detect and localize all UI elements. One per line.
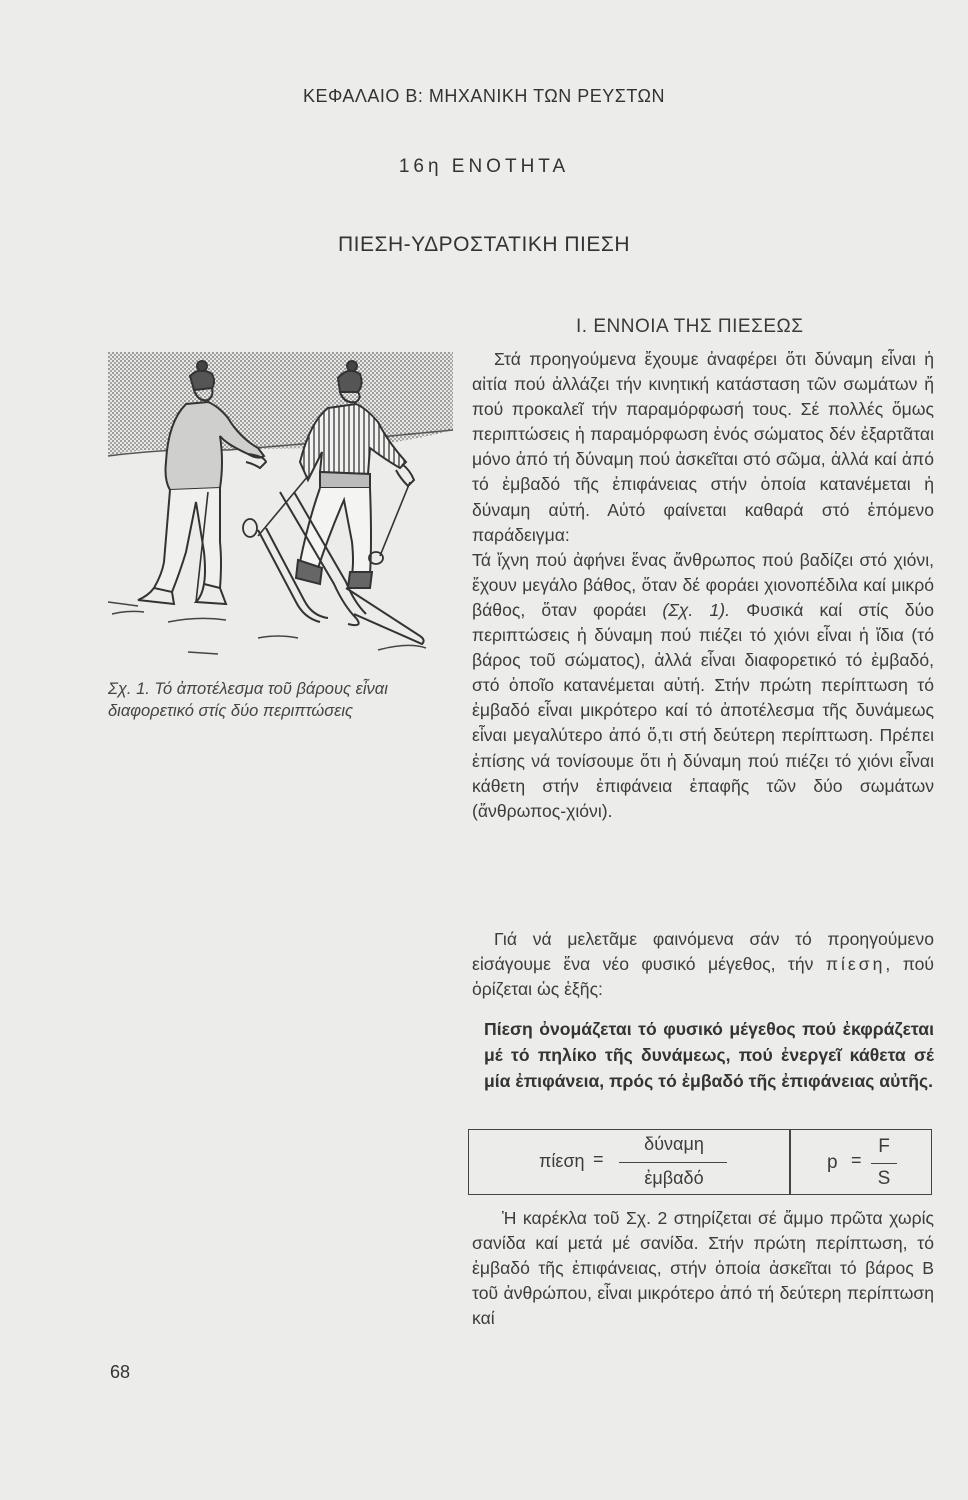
paragraph-2-text-a: Τά ἴχνη πού ἀφήνει ἕνας ἄνθρωπος πού βαδίζει στό χιόνι, ἔχουν μεγάλο βάθος, ὅταν δέ φοράει χιονοπέδιλα καί μικρό βάθος, ὅταν φοράει <box>472 549 934 620</box>
pressure-formula-box <box>468 1129 932 1195</box>
formula-symbol-denominator: S <box>877 1168 891 1189</box>
pressure-definition: Πίεση ὀνομάζεται τό φυσικό μέγεθος πού ἐκφράζεται μέ τό πηλίκο τῆς δυνάμεως, πού ἐνεργεῖ κάθετα σέ μία ἐπιφάνεια, πρός τό ἐμβαδό τῆς ἐπιφάνειας αὐτῆς. <box>484 1019 934 1091</box>
paragraph-2-text-b: Φυσικά καί στίς δύο περιπτώσεις ἡ δύναμη πού πιέζει τό χιόνι εἶναι ἡ ἴδια (τό βάρος τοῦ σώματος), ἀλλά εἶναι διαφορετικό τό ἐμβαδό, στό ὁποῖο κατανέμεται αὐτή. Στήν πρώτη περίπτωση τό ἐμβαδό εἶναι μικρότερο καί τό ἀποτέλεσμα τῆς δυνάμεως εἶναι μεγαλύτερο ἀπό ὅ,τι στή δεύτερη περίπτωση. Πρέπει ἐπίσης νά τονίσουμε ὅτι ἡ δύναμη πού πιέζει τό χιόνι εἶναι κάθετη στήν ἐπιφάνεια ἐπαφῆς τῶν δύο σωμάτων (ἄνθρωπος-χιόνι). <box>472 599 934 821</box>
figure-caption: Σχ. 1. Τό ἀποτέλεσμα τοῦ βάρους εἶναι διαφορετικό στίς δύο περιπτώσεις <box>108 680 388 720</box>
formula-divider <box>789 1130 791 1194</box>
formula-equals-1: = <box>593 1149 604 1169</box>
sky-background <box>108 352 453 456</box>
paragraph-3 <box>472 927 934 1002</box>
formula-word-numerator: δύναμη <box>644 1134 704 1154</box>
formula-symbol-lhs: p <box>827 1152 838 1173</box>
formula-word-lhs: πίεση <box>539 1151 585 1171</box>
paragraph-3-text-a: Γιά νά μελετᾶμε φαινόμενα σάν τό προηγούμενο εἰσάγουμε ἕνα νέο φυσικό μέγεθος, τήν <box>472 929 934 975</box>
page-number: 68 <box>110 1362 131 1382</box>
chapter-header: ΚΕΦΑΛΑΙΟ Β: ΜΗΧΑΝΙΚΗ ΤΩΝ ΡΕΥΣΤΩΝ <box>303 86 665 106</box>
page-title: ΠΙΕΣΗ-ΥΔΡΟΣΤΑΤΙΚΗ ΠΙΕΣΗ <box>338 233 630 256</box>
paragraph-4: Ἡ καρέκλα τοῦ Σχ. 2 στηρίζεται σέ ἄμμο πρῶτα χωρίς σανίδα καί μετά μέ σανίδα. Στήν πρώτη περίπτωση, τό ἐμβαδό τῆς ἐπιφάνειας, στήν ὁποία ἀσκεῖται τό βάρος Β τοῦ ἀνθρώπου, εἶναι μικρότερο ἀπό τή δεύτερη περίπτωση καί <box>472 1208 934 1329</box>
formula-word-denominator: ἐμβαδό <box>644 1168 704 1188</box>
skis <box>258 492 424 644</box>
paragraph-3-text-b: , πού ὁρίζεται ὡς ἑξῆς: <box>472 954 934 1000</box>
figure-reference: (Σχ. 1). <box>662 599 730 620</box>
section-heading: Ι. ΕΝΝΟΙΑ ΤΗΣ ΠΙΕΣΕΩΣ <box>576 316 804 337</box>
formula-symbol-numerator: F <box>878 1136 890 1157</box>
formula-fraction-bar-2 <box>871 1163 897 1164</box>
paragraph-1-text: Στά προηγούμενα ἔχουμε ἀναφέρει ὅτι δύναμη εἶναι ἡ αἰτία πού ἀλλάζει τήν κινητική κατάσταση τῶν σωμάτων ἤ πού προκαλεῖ τήν παραμόρφωσή τους. Σέ πολλές ὅμως περιπτώσεις ἡ παραμόρφωση ἑνός σώματος δέν ἐξαρτᾶται μόνο ἀπό τή δύναμη πού ἀσκεῖται στό σῶμα, ἀλλά καί ἀπό τό ἐμβαδό τῆς ἐπιφάνειας στήν ὁποία κατανέμεται ἡ δύναμη αὐτή. Αὐτό φαίνεται καθαρά στό ἑπόμενο παράδειγμα: <box>472 349 934 545</box>
unit-heading: 16η ΕΝΟΤΗΤΑ <box>398 156 570 177</box>
formula-fraction-bar-1 <box>619 1162 727 1163</box>
pressure-term: πίεση <box>825 954 886 975</box>
formula-equals-2: = <box>851 1150 862 1170</box>
skiers-illustration <box>108 352 453 664</box>
paragraph-1 <box>472 347 934 824</box>
